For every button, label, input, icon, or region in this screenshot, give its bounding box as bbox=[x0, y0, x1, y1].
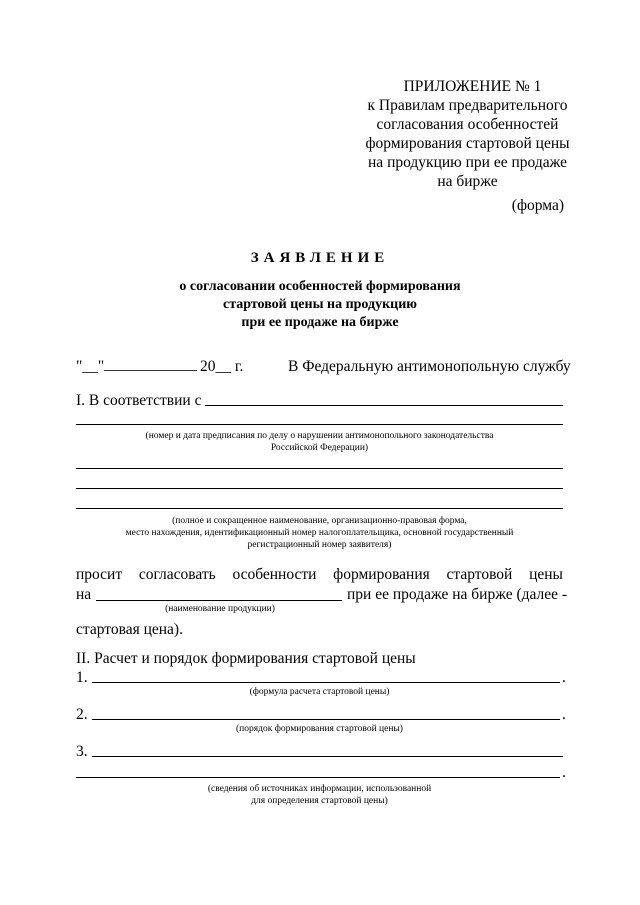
caption-product: (наименование продукции) bbox=[165, 604, 275, 614]
request-word-2: согласовать bbox=[138, 566, 216, 583]
request-last: стартовая цена). bbox=[76, 621, 183, 638]
applicant-field-1[interactable] bbox=[76, 468, 563, 469]
item2-number: 2. bbox=[76, 706, 88, 723]
date-year[interactable]: 20__ г. bbox=[200, 358, 244, 375]
document-subtitle bbox=[0, 278, 640, 332]
appendix-title: ПРИЛОЖЕНИЕ № 1 bbox=[403, 78, 542, 95]
request-word-3: особенности bbox=[232, 566, 317, 583]
caption-applicant-1: (полное и сокращенное наименование, организационно-правовая форма, bbox=[172, 516, 467, 526]
request-word-6: цены bbox=[529, 566, 563, 583]
date-day[interactable]: "__" bbox=[76, 358, 105, 375]
caption-applicant-2: место нахождения, идентификационный номер налогоплательщика, основной государственный bbox=[125, 528, 514, 538]
request-on: на bbox=[76, 586, 92, 603]
document-title: ЗАЯВЛЕНИЕ bbox=[250, 250, 390, 266]
request-word-1: просит bbox=[76, 566, 123, 583]
form-label: (форма) bbox=[511, 197, 564, 214]
subtitle-line-1: о согласовании особенностей формирования bbox=[179, 279, 461, 294]
item3-number: 3. bbox=[76, 743, 88, 760]
prescription-field[interactable] bbox=[205, 405, 563, 406]
request-word-5: стартовой bbox=[446, 566, 513, 583]
caption-sources-2: для определения стартовой цены) bbox=[251, 796, 388, 806]
sources-field-1[interactable] bbox=[92, 756, 563, 757]
item1-number: 1. bbox=[76, 669, 88, 686]
date-month-blank[interactable]: ____________ bbox=[104, 356, 197, 373]
caption-sources-1: (сведения об источниках информации, использованной bbox=[207, 784, 432, 794]
appendix-line-5: на бирже bbox=[437, 173, 498, 190]
appendix-block bbox=[330, 78, 605, 192]
caption-prescription-2: Российской Федерации) bbox=[270, 443, 369, 453]
sources-field-2[interactable] bbox=[76, 777, 560, 778]
appendix-line-2: согласования особенностей bbox=[376, 116, 559, 133]
applicant-field-3[interactable] bbox=[76, 508, 563, 509]
prescription-field-2[interactable] bbox=[76, 424, 563, 425]
item1-end: . bbox=[562, 669, 566, 686]
procedure-field[interactable] bbox=[92, 719, 560, 720]
caption-prescription-1: (номер и дата предписания по делу о нарушении антимонопольного законодательства bbox=[145, 431, 494, 441]
section2-heading: II. Расчет и порядок формирования стартовой цены bbox=[76, 650, 416, 667]
appendix-line-1: к Правилам предварительного bbox=[367, 97, 568, 114]
subtitle-line-3: при ее продаже на бирже bbox=[241, 315, 399, 330]
caption-procedure: (порядок формирования стартовой цены) bbox=[236, 724, 403, 734]
section1-lead: I. В соответствии с bbox=[76, 392, 202, 409]
appendix-line-4: на продукцию при ее продаже bbox=[368, 154, 567, 171]
formula-field[interactable] bbox=[92, 682, 560, 683]
caption-formula: (формула расчета стартовой цены) bbox=[249, 687, 390, 697]
subtitle-line-2: стартовой цены на продукцию bbox=[222, 297, 417, 312]
request-line bbox=[76, 566, 563, 584]
appendix-line-3: формирования стартовой цены bbox=[365, 135, 570, 152]
item2-end: . bbox=[562, 706, 566, 723]
request-word-4: формирования bbox=[333, 566, 430, 583]
request-after-blank: при ее продаже на бирже (далее - bbox=[347, 586, 568, 603]
caption-applicant-3: регистрационный номер заявителя) bbox=[247, 540, 392, 550]
applicant-field-2[interactable] bbox=[76, 488, 563, 489]
recipient: В Федеральную антимонопольную службу bbox=[288, 358, 571, 375]
product-field[interactable] bbox=[96, 600, 342, 601]
item3-end: . bbox=[562, 764, 566, 781]
